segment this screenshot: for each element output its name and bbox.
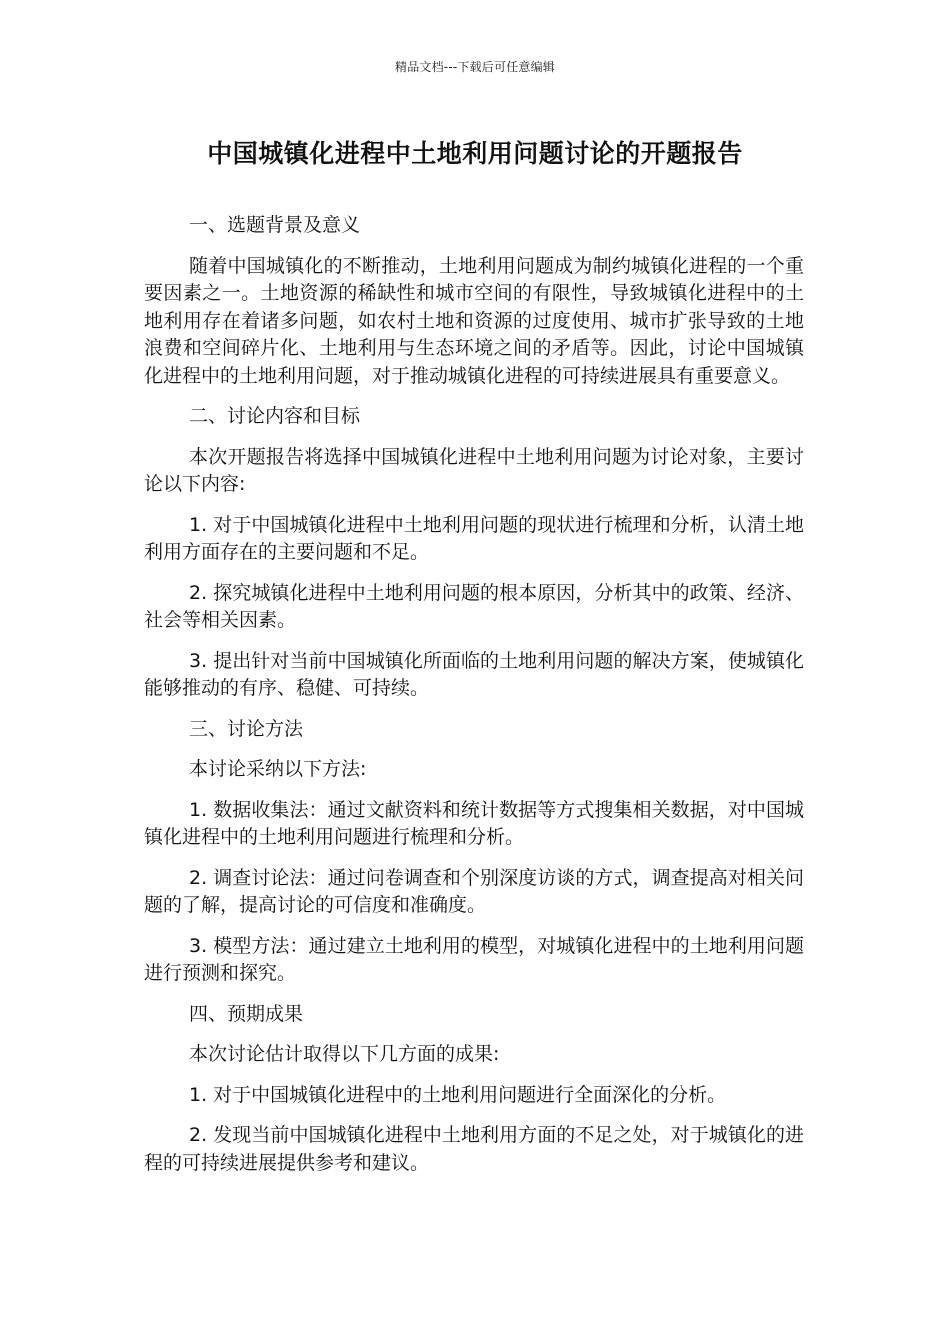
list-item-content-2: 2. 探究城镇化进程中土地利用问题的根本原因，分析其中的政策、经济、社会等相关因素。 (144, 581, 804, 631)
section-heading-content-goals: 二、讨论内容和目标 (189, 405, 361, 427)
section-heading-outcomes: 四、预期成果 (189, 1002, 304, 1025)
section-heading-methods: 三、讨论方法 (189, 717, 304, 740)
document-body (144, 212, 804, 1190)
list-item-content-1: 1. 对于中国城镇化进程中土地利用问题的现状进行梳理和分析，认清土地利用方面存在的主要问题和不足。 (144, 513, 804, 563)
list-item-method-3: 3. 模型方法：通过建立土地利用的模型，对城镇化进程中的土地利用问题进行预测和探究。 (144, 934, 804, 984)
list-item-method-2: 2. 调查讨论法：通过问卷调查和个别深度访谈的方式，调查提高对相关问题的了解，提高讨论的可信度和准确度。 (144, 866, 804, 916)
list-item-outcome-2: 2. 发现当前中国城镇化进程中土地利用方面的不足之处，对于城镇化的进程的可持续进展提供参考和建议。 (144, 1124, 804, 1174)
document-title: 中国城镇化进程中土地利用问题讨论的开题报告 (207, 139, 743, 168)
list-item-method-1: 1. 数据收集法：通过文献资料和统计数据等方式搜集相关数据，对中国城镇化进程中的土地利用问题进行梳理和分析。 (144, 798, 804, 848)
list-item-outcome-1: 1. 对于中国城镇化进程中的土地利用问题进行全面深化的分析。 (189, 1083, 727, 1106)
list-item-content-3: 3. 提出针对当前中国城镇化所面临的土地利用问题的解决方案，使城镇化能够推动的有序、稳健、可持续。 (144, 649, 804, 699)
header-note: 精品文档---下载后可任意编辑 (395, 60, 555, 74)
paragraph-content-intro: 本次开题报告将选择中国城镇化进程中土地利用问题为讨论对象，主要讨论以下内容: (144, 445, 804, 495)
paragraph-methods-intro: 本讨论采纳以下方法: (189, 758, 367, 780)
paragraph-outcomes-intro: 本次讨论估计取得以下几方面的成果: (189, 1043, 500, 1065)
section-heading-background: 一、选题背景及意义 (189, 214, 361, 236)
paragraph-background: 随着中国城镇化的不断推动，土地利用问题成为制约城镇化进程的一个重要因素之一。土地资源的稀缺性和城市空间的有限性，导致城镇化进程中的土地利用存在着诸多问题，如农村土地和资源的过度使用、城市扩张导致的土地浪费和空间碎片化、土地利用与生态环境之间的矛盾等。因此，讨论中国城镇化进程中的土地利用问题，对于推动城镇化进程的可持续进展具有重要意义。 (144, 254, 804, 387)
